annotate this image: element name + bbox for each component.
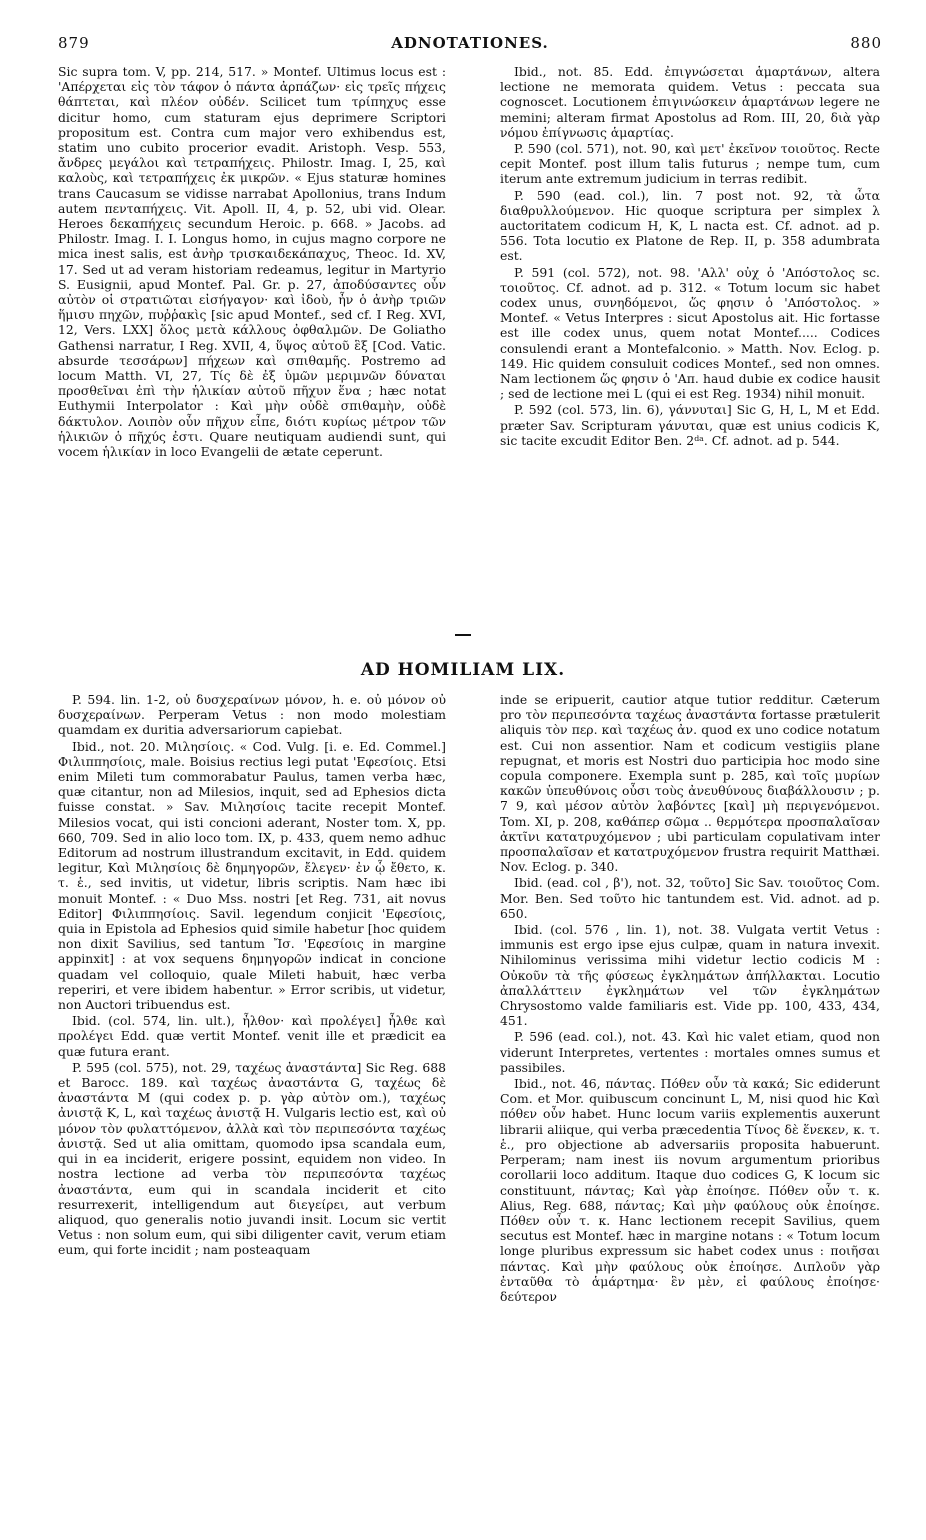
- paragraph: P. 594. lin. 1-2, οὐ δυσχεραίνων μόνον, h. e. οὐ μόνον οὐ δυσχεραίνων. Perperam Vetus : non modo molestiam quamdam ex duritia adversariorum capiebat.: [58, 692, 446, 738]
- running-title: ADNOTATIONES.: [391, 34, 549, 52]
- column-top-left: [58, 64, 446, 624]
- paragraph: Ibid. (col. 574, lin. ult.), ἦλθον· καὶ προλέγει] ἦλθε καὶ προλέγει Edd. quæ vertit Montef. venit ille et prædicit ea quæ futura erant.: [58, 1013, 446, 1059]
- section-title: AD HOMILIAM LIX.: [360, 660, 566, 680]
- column-bottom-left: [58, 692, 446, 1522]
- paragraph: P. 591 (col. 572), not. 98. 'Αλλ' οὐχ ὁ 'Απόστολος sc. τοιοῦτος. Cf. adnot. ad p. 312. « Totum locum sic habet codex unus, συνηδόμενοι, ὥς φησιν ὁ 'Απόστολος. » Montef. « Vetus Interpres : sicut Apostolus ait. Hic fortasse est ille codex unus, quem notat Montef..... Codices consulendi erant a Montefalconio. » Matth. Nov. Eclog. p. 149. Hic quidem consuluit codices Montef., sed non omnes. Nam lectionem ὥς φησιν ὁ 'Απ. haud dubie ex codice hausit ; sed de lectione mei L (qui ei est Reg. 1934) nihil monuit.: [500, 264, 880, 402]
- paragraph: P. 596 (ead. col.), not. 43. Καὶ hic valet etiam, quod non viderunt Interpretes, vertentes : mortales omnes sumus et passibiles.: [500, 1029, 880, 1075]
- column-bottom-right: [500, 692, 880, 1522]
- paragraph: P. 592 (col. 573, lin. 6), γάννυται] Sic G, H, L, M et Edd. præter Sav. Scripturam γάνυται, quæ est unius codicis K, sic tacite excudit Editor Ben. 2ᵈᵃ. Cf. adnot. ad p. 544.: [500, 402, 880, 448]
- running-head: [58, 34, 882, 56]
- page-number-right: 880: [850, 34, 882, 52]
- paragraph: Ibid., not. 20. Μιλησίοις. « Cod. Vulg. [i. e. Ed. Commel.] Φιλιππησίοις, male. Boisius rectius legi putat 'Εφεσίοις. Etsi enim Mileti tum commorabatur Paulus, tamen verba hæc, quæ citantur, non ad Milesios, inquit, sed ad Ephesios dicta fuisse constat. » Sav. Μιλησίοις tacite recepit Montef. Milesios vocat, qui isti concioni aderant, Noster tom. X, pp. 660, 709. Sed in alio loco tom. IX, p. 433, quem nemo adhuc Editorum ad nostrum illustrandum excitavit, in Edd. quidem legitur, Καὶ Μιλησίοις δὲ δημηγορῶν, ἔλεγεν· ἐν ᾧ ἔθετο, κ. τ. ἑ., sed invitis, ut videtur, libris scriptis. Nam hæc ibi monuit Montef. : « Duo Mss. nostri [et Reg. 731, ait novus Editor] Φιλιππησίοις. Savil. legendum conjicit 'Εφεσίοις, quia in Epistola ad Ephesios quid simile habetur [hoc quidem non dixit Savilius, sed tantum Ἴσ. 'Εφεσίοις in margine appinxit] : at vox sequens δημηγορῶν indicat in concione quadam vel colloquio, quale Mileti habuit, hæc verba reperiri, et vere ibidem habentur. » Error scribis, ut videtur, non Auctori tribuendus est.: [58, 738, 446, 1013]
- column-top-right: [500, 64, 880, 624]
- paragraph: Ibid. (ead. col , β'), not. 32, τοῦτο] Sic Sav. τοιοῦτος Com. Mor. Ben. Sed τοῦτο hic tantundem est. Vid. adnot. ad p. 650.: [500, 875, 880, 921]
- paragraph: Ibid. (col. 576 , lin. 1), not. 38. Vulgata vertit Vetus : immunis est ergo ipse ejus culpæ, quam in natura invexit. Nihilominus verissima mihi videtur lectio codicis M : Οὐκοῦν τὰ τῆς φύσεως ἐγκλημάτων ἀπήλλακται. Locutio ἀπαλλάττειν ἐγκλημάτων vel τῶν ἐγκλημάτων Chrysostomo valde familiaris est. Vide pp. 100, 433, 434, 451.: [500, 922, 880, 1029]
- paragraph: inde se eripuerit, cautior atque tutior redditur. Cæterum pro τὸν περιπεσόντα ταχέως ἀναστάντα fortasse prætulerit aliquis τὸν περ. καὶ ταχέως ἀν. quod ex uno codice notatum est. Cui non assentior. Nam et codicum vestigiis plane repugnat, et moris est Nostri duo participia hoc modo sine copula componere. Exempla sunt p. 285, καὶ τοῖς μυρίων κακῶν ὑπευθύνοις οὖσι τοὺς ἀνευθύνους διαβάλλουσιν ; p. 7 9, καὶ μέσον αὐτὸν λαβόντες [καὶ] μὴ περιγενόμενοι. Tom. XI, p. 208, καθάπερ σῶμα .. θερμότερα προσπαλαῖσαν ἀκτῖνι κατατρυχόμενον ; ubi particulam copulativam inter προσπαλαῖσαν et κατατρυχόμενον frustra requirit Matthæi. Nov. Eclog. p. 340.: [500, 692, 880, 875]
- paragraph: Ibid., not. 85. Edd. ἐπιγνώσεται ἁμαρτάνων, altera lectione ne memorata quidem. Vetus : peccata sua cognoscet. Locutionem ἐπιγινώσκειν ἁμαρτάνων legere ne memini; alteram firmat Apostolus ad Rom. III, 20, διὰ γὰρ νόμου ἐπίγνωσις ἁμαρτίας.: [500, 64, 880, 140]
- page-number-left: 879: [58, 34, 90, 52]
- paragraph: P. 590 (ead. col.), lin. 7 post not. 92, τὰ ὦτα διαθρυλλούμενον. Hic quoque scriptura per simplex λ auctoritatem codicum H, K, L nacta est. Cf. adnot. ad p. 556. Tota locutio ex Platone de Rep. II, p. 358 adumbrata est.: [500, 187, 880, 264]
- paragraph: P. 595 (col. 575), not. 29, ταχέως ἀναστάντα] Sic Reg. 688 et Barocc. 189. καὶ ταχέως ἀναστάντα G, ταχέως δὲ ἀναστάντα M (qui codex p. p. γὰρ αὐτὸν om.), ταχέως ἀνιστᾷ K, L, καὶ ταχέως ἀνιστᾷ H. Vulgaris lectio est, καὶ οὐ μόνον τὸν φυλαττόμενον, ἀλλὰ καὶ τὸν περιπεσόντα ταχέως ἀνιστᾷ. Sed ut alia omittam, quomodo ipsa scandala eum, qui in ea inciderit, erigere possint, equidem non video. In nostra lectione ad verba τὸν περιπεσόντα ταχέως ἀναστάντα, eum qui in scandala inciderit et cito resurrexerit, intelligendum aut διεγείρει, aut verbum aliquod, quo generalis notio juvandi insit. Locum sic vertit Vetus : non solum eum, qui sibi diligenter cavit, verum etiam eum, qui forte incidit ; nam posteaquam: [58, 1059, 446, 1258]
- paragraph: Sic supra tom. V, pp. 214, 517. » Montef. Ultimus locus est : 'Απέρχεται εἰς τὸν τάφον ὁ πάντα ἀρπάζων· εἰς τρεῖς πήχεις θάπτεται, καὶ πλέον οὐδέν. Scilicet tum τρίπηχυς esse dicitur homo, cum staturam ejus deprimere Scriptori propositum est. Contra cum major vero exhibendus est, statim uno cubito procerior evadit. Aristoph. Vesp. 553, ἄνδρες μεγάλοι καὶ τετραπήχεις. Philostr. Imag. I, 25, καὶ καλοὺς, καὶ τετραπήχεις ἐκ μικρῶν. « Ejus staturæ homines trans Caucasum se vidisse narrabat Apollonius, trans Indum autem πενταπήχεις. Vit. Apoll. II, 4, p. 52, ubi vid. Olear. Heroes δεκαπήχεις secundum Heroic. p. 668. » Jacobs. ad Philostr. Imag. I. I. Longus homo, in cujus magno corpore ne mica inest salis, est ἀνὴρ τρισκαιδεκάπαχυς, Theoc. Id. XV, 17. Sed ut ad veram historiam redeamus, legitur in Martyrio S. Eusignii, apud Montef. Pal. Gr. p. 27, ἀποδύσαντες οὖν αὐτὸν οἱ στρατιῶται εἰσήγαγον· καὶ ἰδοὺ, ἦν ὁ ἀνὴρ τριῶν ἥμισυ πηχῶν, πυῤῥακὶς [sic apud Montef., sed cf. I Reg. XVI, 12, Vers. LXX] ὅλος μετὰ κάλλους ὀφθαλμῶν. De Goliatho Gathensi narratur, I Reg. XVII, 4, ὕψος αὐτοῦ ἓξ [Cod. Vatic. absurde τεσσάρων] πήχεων καὶ σπιθαμῆς. Postremo ad locum Matth. VI, 27, Τίς δὲ ἐξ ὑμῶν μεριμνῶν δύναται προσθεῖναι ἐπὶ τὴν ἡλικίαν αὐτοῦ πῆχυν ἕνα ; hæc notat Euthymii Interpolator : Καὶ μὴν οὐδὲ σπιθαμὴν, οὐδὲ δάκτυλον. Λοιπὸν οὖν πῆχυν εἶπε, διότι κυρίως μέτρον τῶν ἡλικιῶν ὁ πῆχύς ἐστι. Quare neutiquam audiendi sunt, qui vocem ἡλικίαν in loco Evangelii de ætate ceperunt.: [58, 64, 446, 460]
- paragraph: Ibid., not. 46, πάντας. Πόθεν οὖν τὰ κακά; Sic ediderunt Com. et Mor. quibuscum concinunt L, M, nisi quod hic Καὶ πόθεν οὖν habet. Hunc locum variis explementis auxerunt librarii aliique, qui verba præcedentia Τίνος δὲ ἕνεκεν, κ. τ. ἑ., pro objectione ab adversariis proposita habuerunt. Perperam; nam inest iis novum argumentum prioribus corollarii loco additum. Itaque duo codices G, K locum sic constituunt, πάντας; Καὶ γὰρ ἐποίησε. Πόθεν οὖν τ. κ. Alius, Reg. 688, πάντας; Καὶ μὴν φαύλους οὐκ ἐποίησε. Πόθεν οὖν τ. κ. Hanc lectionem recepit Savilius, quem secutus est Montef. hæc in margine notans : « Totum locum longe pluribus expressum sic habet codex unus : ποιῆσαι πάντας. Καὶ μὴν φαύλους οὐκ ἐποίησε. Διπλοῦν γὰρ ἐνταῦθα τὸ ἁμάρτημα· ἓν μὲν, εἰ φαύλους ἐποίησε· δεύτερον: [500, 1076, 880, 1304]
- paragraph: P. 590 (col. 571), not. 90, καὶ μετ' ἐκεῖνον τοιοῦτος. Recte cepit Montef. post illum talis futurus ; nempe tum, cum iterum ante extremum judicium in terras redibit.: [500, 141, 880, 187]
- section-divider: [455, 634, 471, 636]
